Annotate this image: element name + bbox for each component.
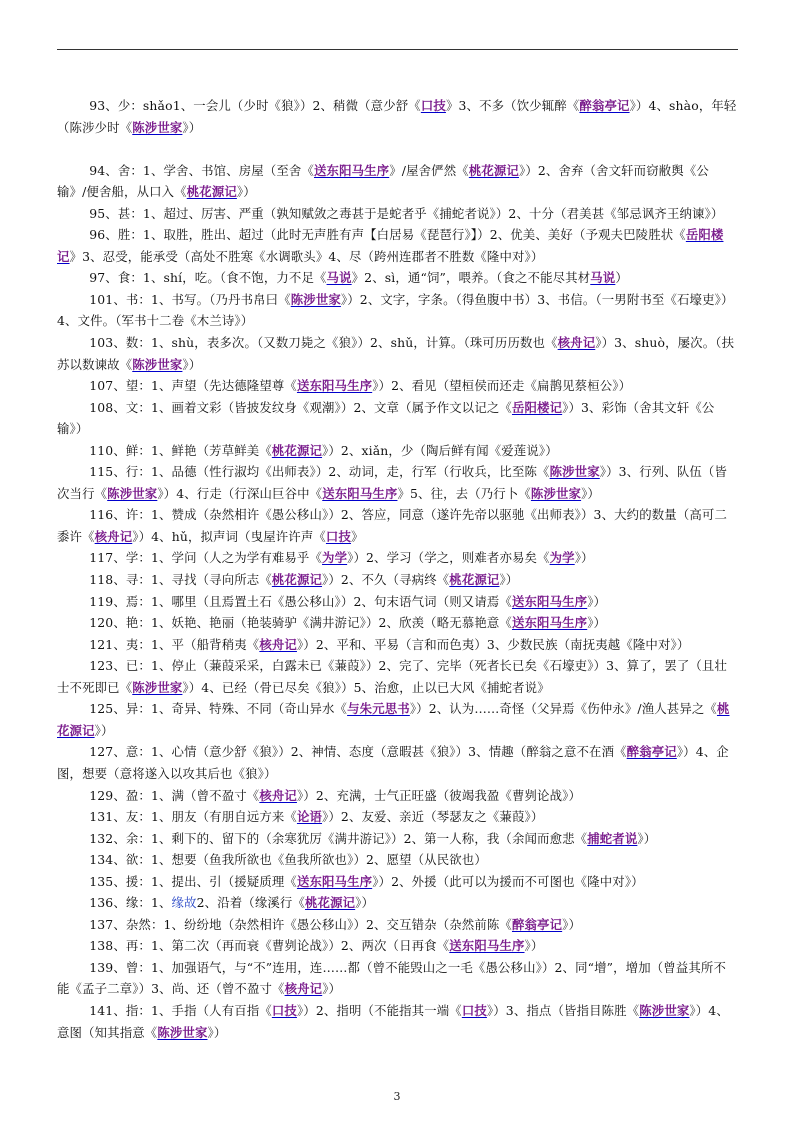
source-link[interactable]: 核舟记: [259, 636, 297, 652]
entry-text: 》）3、指点（皆指目陈胜《: [486, 1002, 640, 1018]
entry-text: 136、缘：1、: [89, 895, 172, 911]
source-link[interactable]: 马说: [590, 270, 616, 286]
entry-text: 108、文：1、画着文彩（皆披发纹身《观潮》）2、文章（属予作文以记之《: [89, 399, 512, 415]
source-link[interactable]: 陈涉世家: [157, 1024, 208, 1040]
source-link[interactable]: 口技: [420, 98, 446, 113]
entry-text: 》）2、xiǎn，少（陶后鲜有闻《爱莲说》）: [322, 442, 558, 458]
entry-paragraph: [57, 655, 738, 698]
entry-paragraph: [57, 203, 738, 225]
entry-paragraph: [57, 160, 738, 203]
entry-text: 》）2、充满，士气正旺盛（彼竭我盈《曹刿论战》）: [296, 787, 582, 803]
entry-text: 》）2、指明（不能指其一端《: [296, 1002, 462, 1018]
entry-text: 115、行：1、品德（性行淑均《出师表》）2、动词，走，行军（行收兵，比至陈《: [89, 464, 550, 480]
entry-paragraph: [57, 935, 738, 957]
entry-text: 125、异：1、奇异、特殊、不同（奇山异水《: [89, 701, 348, 717]
entry-text: ）: [615, 270, 628, 286]
entry-paragraph: [57, 634, 738, 656]
entry-text: 94、舍：1、学舍、书馆、房屋（至舍《: [89, 162, 314, 178]
entry-text: 》2、sì，通“饲”，喂养。（食之不能尽其材: [351, 270, 591, 286]
entry-text: 2、沿着（缘溪行《: [196, 895, 305, 911]
entry-text: 》）4、hǔ，拟声词（曳屋许许声《: [132, 528, 326, 544]
entry-paragraph: [57, 547, 738, 569]
source-link[interactable]: 口技: [325, 528, 352, 544]
entry-text: 》）2、舍弃（舍文轩而窃敝舆《公输》/便舍船，从口入《: [57, 162, 709, 200]
entry-text: 》）: [587, 593, 607, 609]
entry-text: 》）4、已经（骨已尽矣《狼》）5、治愈，止以已大风《捕蛇者说》: [182, 679, 550, 695]
entry-text: 》）: [499, 572, 519, 588]
entry-text: 》）: [207, 1024, 227, 1040]
entry-text: 103、数：1、shù，表多次。（又数刀毙之《狼》）2、shǔ，计算。（珠可历历数也《: [89, 335, 558, 351]
entry-paragraph: [57, 828, 738, 850]
entry-text: 141、指：1、手指（人有百指《: [89, 1002, 272, 1018]
source-link[interactable]: 送东阳马生序: [322, 485, 398, 501]
source-link[interactable]: 为学: [549, 550, 575, 566]
entry-text: 93、少：shǎo1、一会儿（少时《狼》）2、稍微（意少舒《: [89, 98, 421, 113]
source-link[interactable]: 桃花源记: [449, 572, 500, 588]
entry-text: 101、书：1、书写。（乃丹书帛曰《: [89, 291, 291, 307]
source-link[interactable]: 陈涉世家: [549, 464, 600, 480]
entry-paragraph: [57, 698, 738, 741]
entry-text: 》/屋舍俨然《: [389, 162, 469, 178]
entry-text: 135、援：1、提出、引（援疑质理《: [89, 873, 297, 889]
entry-text: 120、艳：1、妖艳、艳丽（艳装骑驴《满井游记》）2、欣羡（略无慕艳意《: [89, 615, 512, 631]
entry-text: 》）2、看见（望桓侯而还走《扁鹊见蔡桓公》）: [372, 378, 632, 394]
source-link[interactable]: 马说: [326, 270, 352, 286]
entry-text: 117、学：1、学问（人之为学有难易乎《: [89, 550, 323, 566]
entry-text: 》）3、行列、队伍（皆次当行《: [57, 464, 728, 501]
source-link[interactable]: 醉翁亭记: [511, 916, 563, 932]
entry-text: 110、鲜：1、鲜艳（芳草鲜美《: [89, 442, 272, 458]
header-rule: [57, 49, 738, 50]
source-link[interactable]: 桃花源记: [468, 162, 519, 178]
entry-text: 118、寻：1、寻找（寻向所志《: [89, 572, 272, 588]
source-link[interactable]: 捕蛇者说: [587, 830, 638, 846]
source-link[interactable]: 与朱元思书: [347, 701, 410, 717]
entry-text: 》）: [587, 615, 607, 631]
entry-text: 》: [351, 528, 364, 544]
entry-text: 》）: [94, 722, 114, 738]
source-link[interactable]: 核舟记: [284, 981, 323, 997]
entry-text: 》）: [562, 916, 582, 932]
entry-text: 》）4、意图（知其指意《: [57, 1002, 729, 1040]
entry-paragraph: [57, 741, 738, 784]
entry-paragraph: [57, 95, 738, 138]
entry-paragraph: [57, 871, 738, 893]
entry-text: 96、胜：1、取胜，胜出、超过（此时无声胜有声【白居易《琵琶行》】）2、优美、美好（予观夫巴陵胜状《: [89, 227, 686, 243]
entry-text: 》）: [182, 119, 202, 135]
source-link[interactable]: 送东阳马生序: [449, 938, 525, 954]
entry-text: 》）2、文字，字条。（得鱼腹中书）3、书信。（一男附书至《石壕吏》）4、文件。（军书十二卷《木兰诗》）: [57, 291, 734, 329]
entry-text: 》）4、shào，年轻（陈涉少时《: [57, 98, 737, 135]
entry-text: 》）4、企图，想要（意将遂入以攻其后也《狼》）: [57, 744, 729, 781]
entry-paragraph: [57, 806, 738, 828]
entry-paragraph: [57, 569, 738, 591]
entry-paragraph: [57, 267, 738, 289]
entry-text: 121、夷：1、平（船背稍夷《: [89, 636, 260, 652]
entry-text: 127、意：1、心情（意少舒《狼》）2、神情、态度（意暇甚《狼》）3、情趣（醉翁之意不在酒《: [89, 744, 627, 760]
entry-text: 》）: [524, 938, 544, 954]
entry-text: 95、甚：1、超过、厉害、严重（孰知赋敛之毒甚于是蛇者乎《捕蛇者说》）2、十分（君美甚《邹忌讽齐王纳谏》）: [89, 205, 724, 221]
entry-text: 》）: [581, 485, 600, 501]
entry-text: 107、望：1、声望（先达德隆望尊《: [89, 378, 297, 394]
entry-paragraph: [57, 375, 738, 397]
entry-text: 》）: [574, 550, 594, 566]
source-link[interactable]: 岳阳楼记: [57, 227, 724, 264]
source-link[interactable]: 送东阳马生序: [296, 873, 373, 889]
source-link[interactable]: 陈涉世家: [639, 1002, 690, 1018]
source-link[interactable]: 核舟记: [557, 335, 596, 351]
entry-text: 》）: [355, 895, 375, 911]
entry-paragraph: [57, 892, 738, 914]
entry-paragraph: [57, 849, 738, 871]
entry-text: 》）: [637, 830, 657, 846]
source-link[interactable]: 送东阳马生序: [313, 162, 390, 178]
entry-text: 129、盈：1、满（曾不盈寸《: [89, 787, 260, 803]
entry-text: 》）2、学习（学之，则难者亦易矣《: [347, 550, 550, 566]
entry-paragraph: [57, 224, 738, 267]
entry-text: 134、欲：1、想要（鱼我所欲也《鱼我所欲也》）2、愿望（从民欲也）: [89, 852, 487, 868]
entry-text: 》）3、shuò，屡次。（扶苏以数谏故《: [57, 335, 735, 372]
source-link[interactable]: 桃花源记: [304, 895, 356, 911]
entry-paragraph: [57, 332, 738, 375]
entry-text: 》）2、外援（此可以为援而不可图也《隆中对》）: [372, 873, 644, 889]
entry-paragraph: [57, 591, 738, 613]
source-link[interactable]: 桃花源记: [57, 701, 730, 738]
entry-text: 》）: [322, 981, 342, 997]
source-link[interactable]: 陈涉世家: [132, 119, 183, 135]
entry-paragraph: [57, 914, 738, 936]
entry-text: 139、曾：1、加强语气，与“不”连用，连……都（曾不能毁山之一毛《愚公移山》）2、同“增”，增加（曾益其所不能《孟子二章》）3、尚、还（曾不盈寸《: [57, 959, 727, 997]
source-link[interactable]: 核舟记: [94, 528, 133, 544]
entry-paragraph: [57, 504, 738, 547]
document-body: [57, 95, 738, 1043]
source-link[interactable]: 醉翁亭记: [626, 744, 677, 760]
entry-text: 》）2、友爱、亲近（琴瑟友之《蒹葭》）: [322, 809, 544, 825]
entry-text: 132、余：1、剩下的、留下的（余寒犹厉《满井游记》）2、第一人称，我（余闻而愈悲《: [89, 830, 588, 846]
source-link[interactable]: 陈涉世家: [290, 291, 341, 307]
source-link[interactable]: 桃花源记: [271, 572, 323, 588]
entry-paragraph: [57, 289, 738, 332]
entry-text: 》）2、平和、平易（言和而色夷）3、少数民族（南抚夷越《隆中对》）: [296, 636, 690, 652]
entry-text: 》）4、行走（行深山巨谷中《: [157, 485, 323, 501]
source-link[interactable]: 送东阳马生序: [296, 378, 373, 394]
source-link[interactable]: 岳阳楼记: [511, 399, 563, 415]
source-link[interactable]: 送东阳马生序: [511, 615, 588, 631]
page-number: 3: [393, 1090, 401, 1103]
source-link[interactable]: 口技: [461, 1002, 487, 1018]
source-link[interactable]: 核舟记: [259, 787, 297, 803]
entry-text: 》）2、认为……奇怪（父异焉《伤仲永》/渔人甚异之《: [409, 701, 717, 717]
entry-text: 116、许：1、赞成（杂然相许《愚公移山》）2、答应，同意（遂许先帝以驱驰《出师表》）3、大约的数量（高可二黍许《: [57, 507, 727, 544]
entry-paragraph: [57, 785, 738, 807]
entry-paragraph: [57, 612, 738, 634]
paragraph-spacer: [57, 138, 738, 160]
entry-text: 》）3、彩饰（舍其文轩《公输》）: [57, 399, 715, 437]
source-link[interactable]: 为学: [322, 550, 348, 566]
entry-paragraph: [57, 1000, 738, 1043]
entry-text: 97、食：1、shí，吃。（食不饱，力不足《: [89, 270, 327, 286]
entry-text: 131、友：1、朋友（有朋自远方来《: [89, 809, 297, 825]
source-link[interactable]: 送东阳马生序: [511, 593, 588, 609]
entry-text: 138、再：1、第二次（再而衰《曹刿论战》）2、两次（日再食《: [89, 938, 450, 954]
entry-paragraph: [57, 461, 738, 504]
source-link[interactable]: 醉翁亭记: [579, 98, 630, 113]
entry-text: 119、焉：1、哪里（且焉置土石《愚公移山》）2、句末语气词（则又请焉《: [89, 593, 512, 609]
entry-paragraph: [57, 440, 738, 462]
entry-text: 123、已：1、停止（蒹葭采采，白露未已《蒹葭》）2、完了、完毕（死者长已矣《石壕吏》）3、算了，罢了（且壮士不死即已《: [57, 658, 727, 695]
source-link[interactable]: 陈涉世家: [107, 485, 158, 501]
source-link[interactable]: 陈涉世家: [132, 679, 183, 695]
entry-text: 137、杂然：1、纷纷地（杂然相许《愚公移山》）2、交互错杂（杂然前陈《: [89, 916, 512, 932]
source-link[interactable]: 口技: [271, 1002, 297, 1018]
source-link[interactable]: 陈涉世家: [132, 356, 183, 372]
entry-text: 》3、忍受，能承受（高处不胜寒《水调歌头》4、尽（跨州连郡者不胜数《隆中对》）: [69, 248, 544, 264]
entry-text: 》5、往，去（乃行卜《: [397, 485, 531, 501]
source-link[interactable]: 陈涉世家: [530, 485, 582, 501]
source-link[interactable]: 桃花源记: [271, 442, 323, 458]
entry-paragraph: [57, 397, 738, 440]
source-link[interactable]: 桃花源记: [186, 184, 237, 200]
entry-text: 》3、不多（饮少辄醉《: [445, 98, 580, 113]
entry-text: 》）: [182, 356, 202, 372]
entry-text: 》）: [236, 184, 256, 200]
highlighted-term: 缘故: [171, 895, 197, 911]
entry-paragraph: [57, 957, 738, 1000]
source-link[interactable]: 论语: [296, 809, 323, 825]
entry-text: 》）2、不久（寻病终《: [322, 572, 450, 588]
